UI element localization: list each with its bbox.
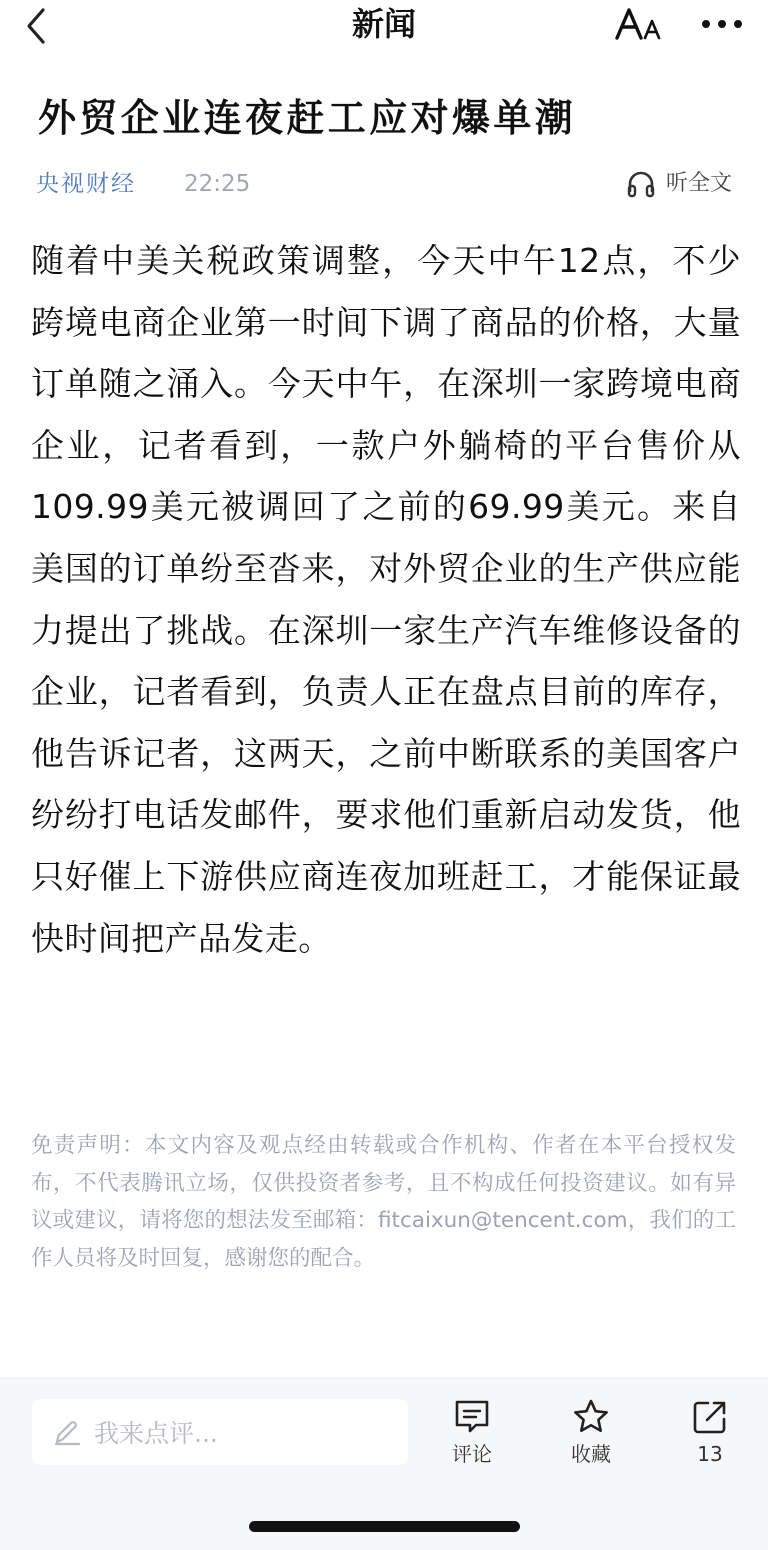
comment-label: 评论 xyxy=(452,1442,492,1466)
article-time: 22:25 xyxy=(184,171,251,197)
headphones-icon xyxy=(626,169,656,199)
nav-bar xyxy=(0,0,768,56)
article-body: 随着中美关税政策调整，今天中午12点，不少跨境电商企业第一时间下调了商品的价格，大量订单随之涌入。今天中午，在深圳一家跨境电商企业，记者看到，一款户外躺椅的平台售价从109.99美元被调回了之前的69.99美元。来自美国的订单纷至沓来，对外贸企业的生产供应能力提出了挑战。在深圳一家生产汽车维修设备的企业，记者看到，负责人正在盘点目前的库存，他告诉记者，这两天，之前中断联系的美国客户纷纷打电话发邮件，要求他们重新启动发货，他只好催上下游供应商连夜加班赶工，才能保证最快时间把产品发走。 xyxy=(31,241,741,958)
comment-input[interactable] xyxy=(32,1399,408,1465)
star-icon xyxy=(571,1397,611,1437)
favorite-button[interactable] xyxy=(551,1397,631,1477)
article-title: 外贸企业连夜赶工应对爆单潮 xyxy=(38,96,577,140)
listen-full-text-button[interactable] xyxy=(626,164,732,204)
font-size-icon xyxy=(613,4,663,44)
pencil-icon xyxy=(52,1417,82,1447)
share-icon xyxy=(690,1397,730,1437)
home-indicator xyxy=(249,1521,520,1532)
article-meta xyxy=(36,164,736,204)
favorite-label: 收藏 xyxy=(571,1442,611,1466)
bottom-action-bar xyxy=(0,1378,768,1550)
share-button[interactable] xyxy=(670,1397,750,1477)
more-button[interactable] xyxy=(696,6,748,42)
comment-placeholder: 我来点评... xyxy=(94,1419,218,1448)
page-title: 新闻 xyxy=(351,5,416,43)
font-size-button[interactable] xyxy=(612,2,664,46)
listen-label: 听全文 xyxy=(665,171,732,196)
comment-icon xyxy=(452,1397,492,1437)
more-icon xyxy=(700,18,744,30)
disclaimer: 免责声明：本文内容及观点经由转载或合作机构、作者在本平台授权发布，不代表腾讯立场，仅供投资者参考，且不构成任何投资建议。如有异议或建议，请将您的想法发至邮箱：fitcaixun@tencent.com，我们的工作人员将及时回复，感谢您的配合。 xyxy=(31,1133,736,1271)
article-source[interactable]: 央视财经 xyxy=(36,171,136,197)
share-count: 13 xyxy=(697,1442,723,1466)
comment-button[interactable] xyxy=(432,1397,512,1477)
